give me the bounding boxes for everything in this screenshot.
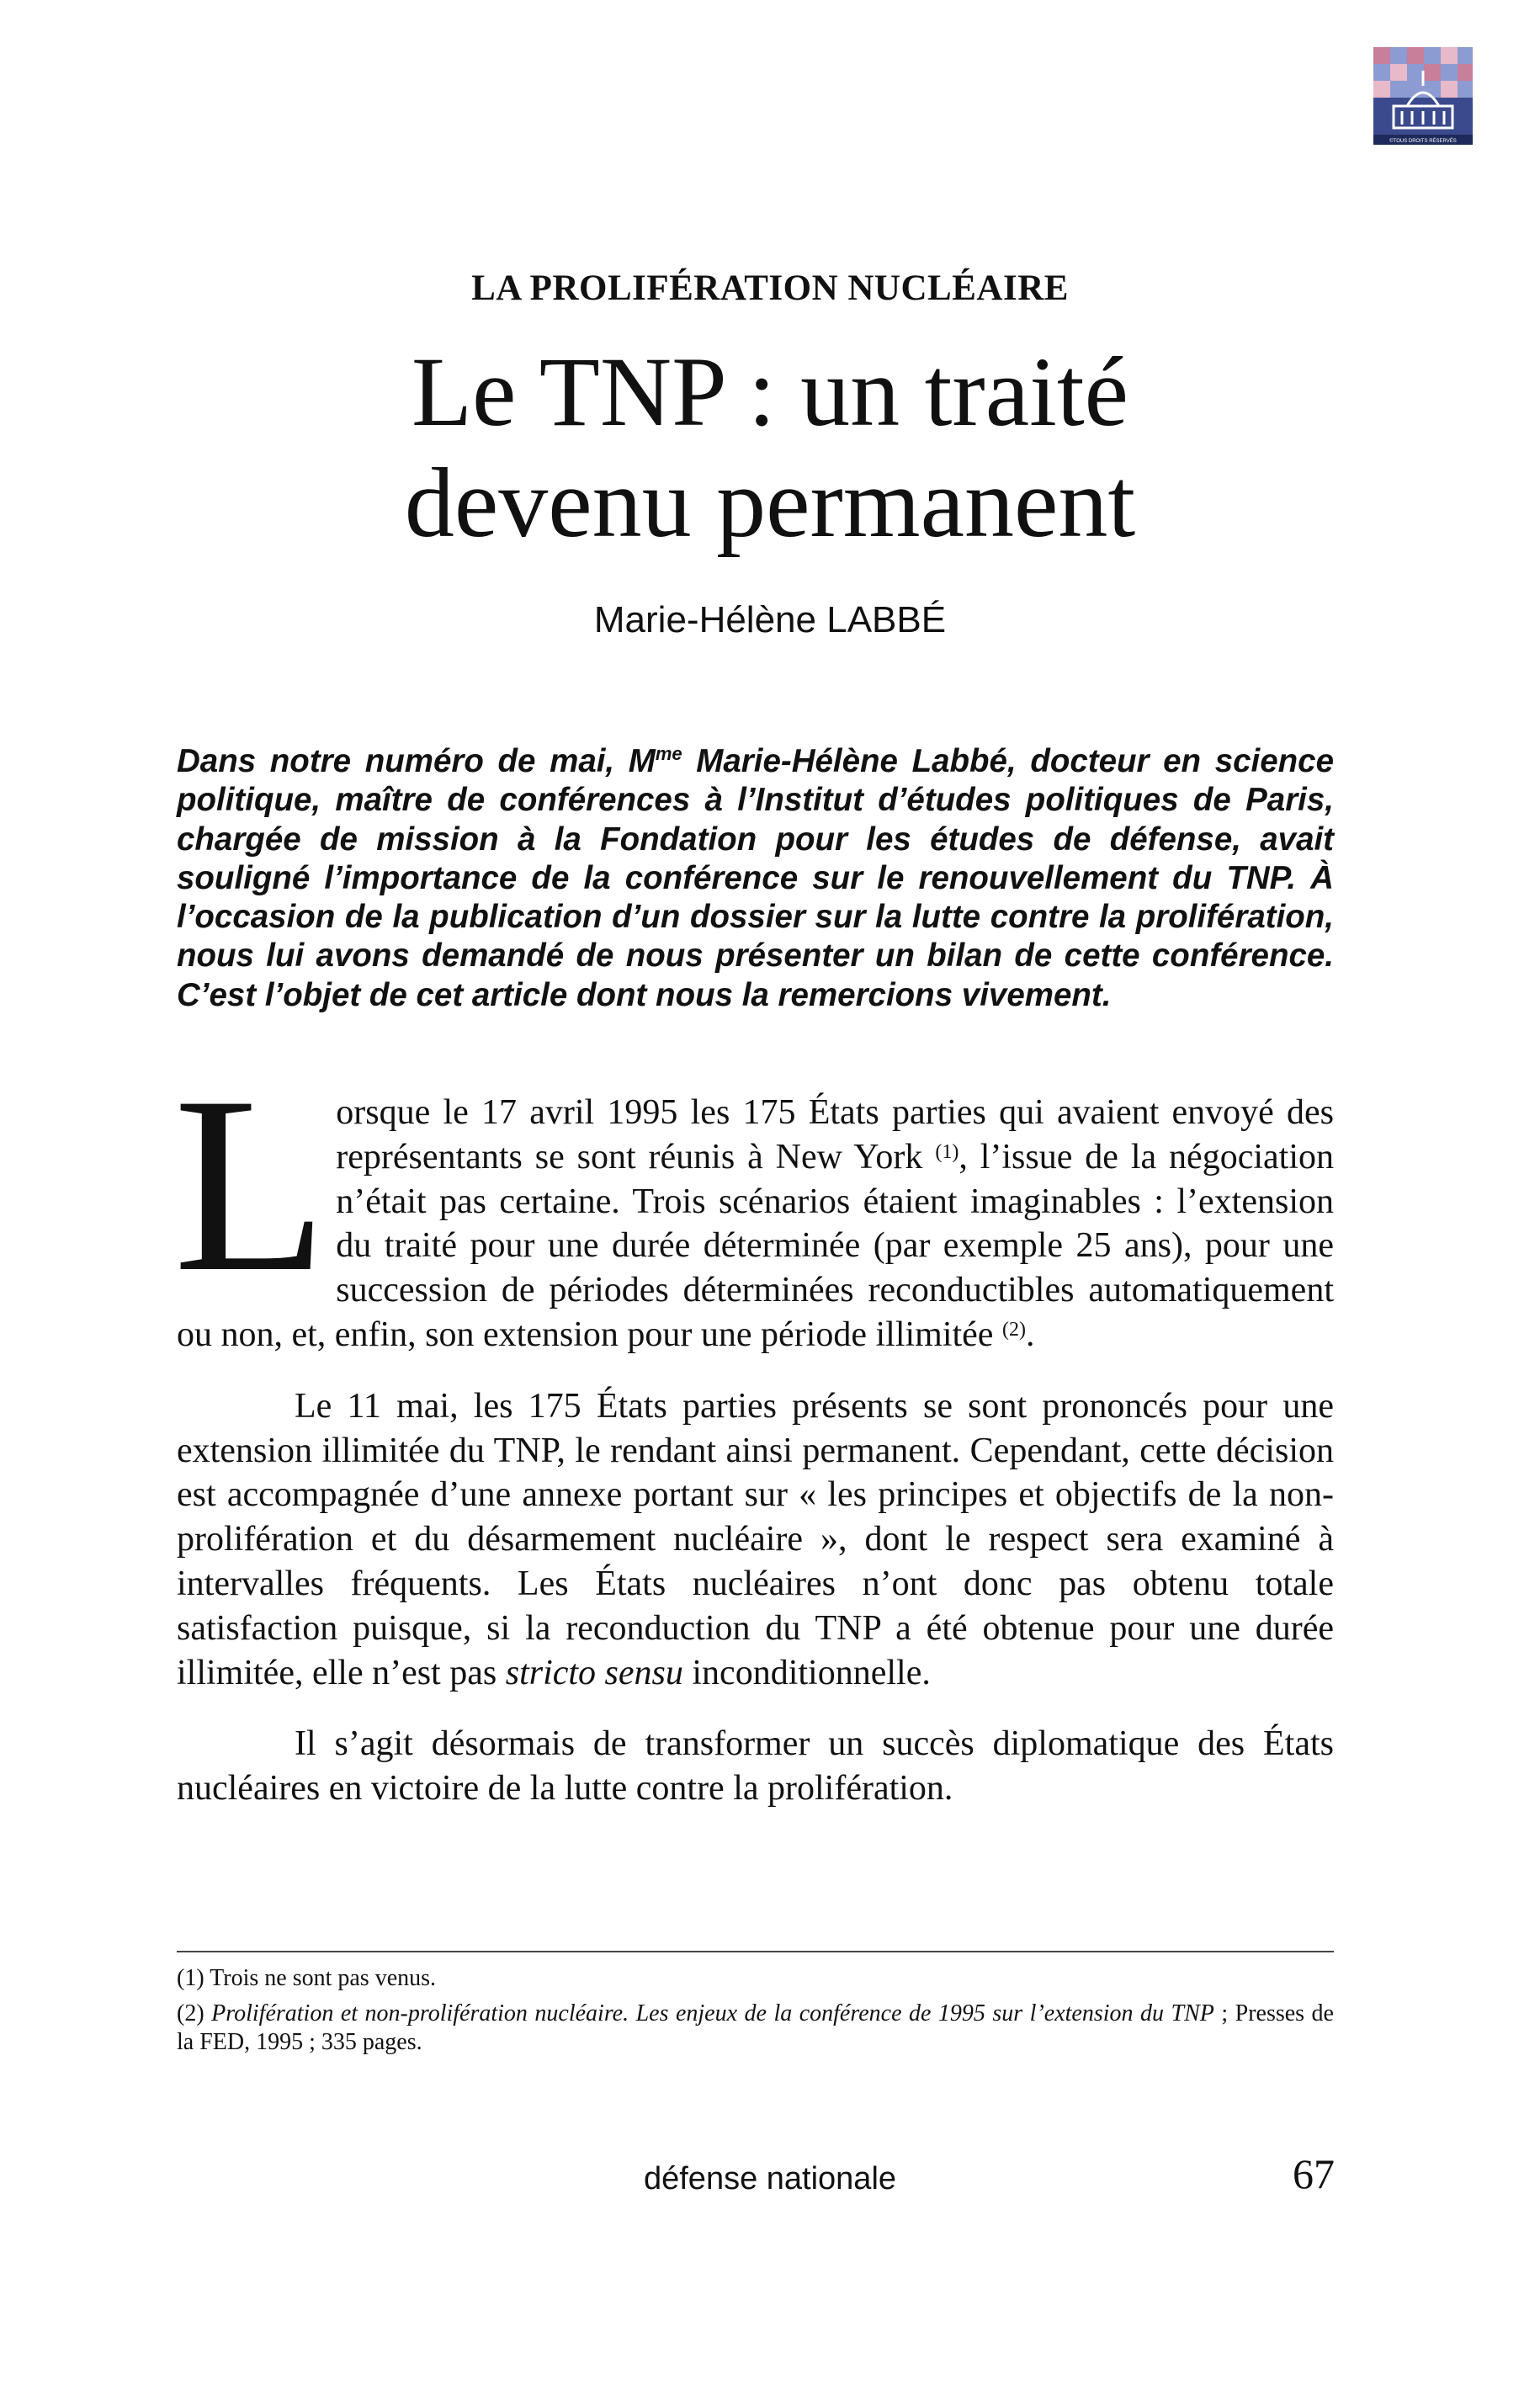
footnote-divider bbox=[177, 1951, 1334, 1952]
journal-name: défense nationale bbox=[643, 2161, 897, 2196]
paragraph-2-text-b: inconditionnelle. bbox=[682, 1653, 931, 1692]
paragraph-2 bbox=[177, 1384, 1334, 1696]
footnote-2-details: ; Presses de la FED, 1995 ; 335 pages. bbox=[177, 2000, 1334, 2055]
footnote-2-number: (2) bbox=[177, 2000, 212, 2026]
footnotes bbox=[177, 1964, 1334, 2064]
publisher-logo bbox=[1373, 47, 1473, 145]
paragraph-1-text-b: , l’issue de la négociation n’était pas certaine. Trois scénarios étaient imaginables : l’extension du traité pour une durée déterminée (par exemple 25 ans), pour une succession de périodes déterminées reconductibles automatiquement ou non, et, enfin, son extension pour une période illimitée bbox=[177, 1137, 1334, 1354]
title-line-1: Le TNP : un traité bbox=[411, 337, 1129, 447]
drop-cap: L bbox=[173, 1044, 328, 1324]
section-kicker: LA PROLIFÉRATION NUCLÉAIRE bbox=[471, 268, 1069, 308]
article-title bbox=[0, 337, 1540, 559]
title-line-2: devenu permanent bbox=[404, 448, 1136, 558]
footnote-1: (1) Trois ne sont pas venus. bbox=[177, 1965, 437, 1991]
paragraph-1-text-a: orsque le 17 avril 1995 les 175 États parties qui avaient envoyé des représentants se sont réunis à New York bbox=[336, 1093, 1334, 1177]
footnote-ref-1[interactable]: (1) bbox=[935, 1140, 959, 1163]
paragraph-2-emphasis: stricto sensu bbox=[505, 1653, 683, 1692]
paragraph-3: Il s’agit désormais de transformer un succès diplomatique des États nucléaires en victoire de la lutte contre la prolifération. bbox=[177, 1724, 1334, 1809]
page-number: 67 bbox=[1293, 2150, 1335, 2197]
abstract-text-2: Marie-Hélène Labbé, docteur en science politique, maître de conférences à l’Institut d’études politiques de Paris, chargée de mission à la Fondation pour les études de défense, avait souligné l’importance de la conférence sur le renouvellement du TNP. À l’occasion de la publication d’un dossier sur la lutte contre la prolifération, nous lui avons demandé de nous présenter un bilan de cette conférence. C’est l’objet de cet article dont nous la remercions vivement. bbox=[177, 743, 1334, 1013]
paragraph-1 bbox=[173, 1044, 1334, 1357]
paragraph-2-text-a: Le 11 mai, les 175 États parties présents se sont prononcés pour une extension illimitée du TNP, le rendant ainsi permanent. Cependant, cette décision est accompagnée d’une annexe portant sur « les principes et objectifs de la non-prolifération et du désarmement nucléaire », dont le respect sera examiné à intervalles fréquents. Les États nucléaires n’ont donc pas obtenu totale satisfaction puisque, si la reconduction du TNP a été obtenue pour une durée illimitée, elle n’est pas bbox=[177, 1386, 1334, 1692]
footnote-2 bbox=[177, 2000, 1334, 2057]
footnote-ref-2[interactable]: (2) bbox=[1001, 1318, 1026, 1341]
article-body bbox=[173, 1044, 1334, 1811]
abstract-superscript: me bbox=[655, 743, 682, 765]
abstract bbox=[177, 742, 1334, 1015]
paragraph-1-text-c: . bbox=[1025, 1315, 1035, 1354]
footnote-2-title: Prolifération et non-prolifération nucléaire. Les enjeux de la conférence de 1995 sur l’extension du TNP bbox=[211, 2000, 1214, 2026]
author-name: Marie-Hélène LABBÉ bbox=[593, 599, 947, 640]
abstract-text-1: Dans notre numéro de mai, M bbox=[177, 743, 656, 779]
logo-caption: ©TOUS DROITS RÉSERVÉS bbox=[1389, 139, 1457, 144]
